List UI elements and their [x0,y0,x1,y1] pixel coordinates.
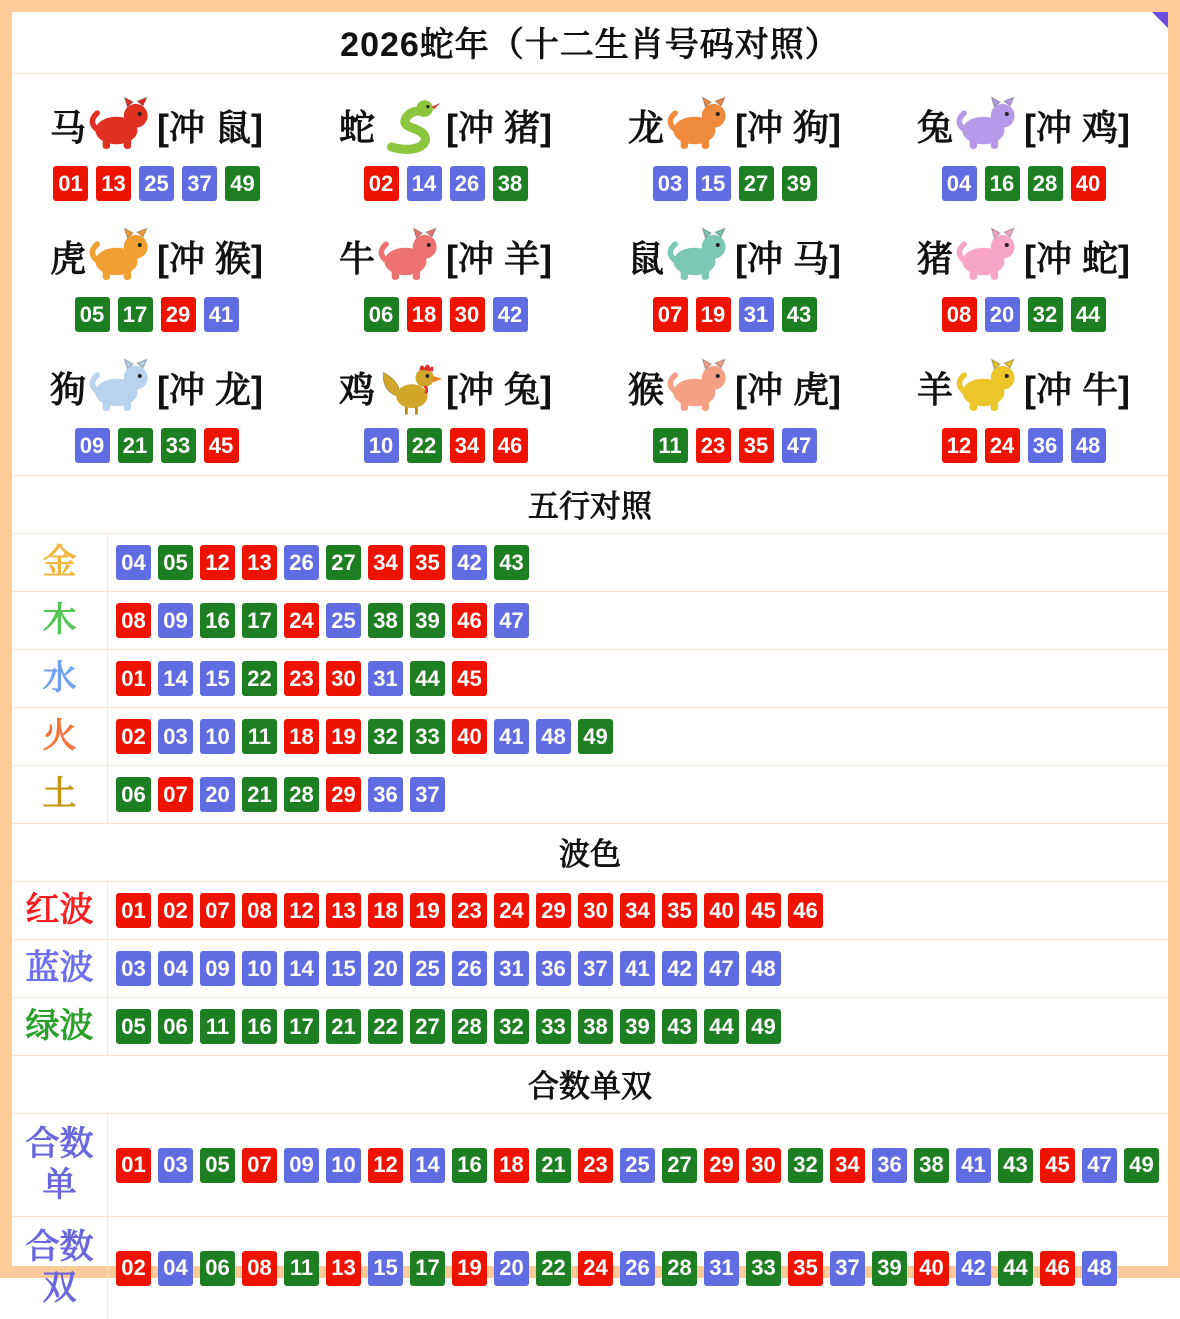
row-label: 火 [12,708,108,765]
ball-14: 14 [284,951,319,986]
zodiac-cell-dragon [590,82,879,213]
ball-49: 49 [746,1009,781,1044]
ball-02: 02 [116,719,151,754]
ball-22: 22 [536,1251,571,1286]
ball-01: 01 [116,661,151,696]
ball-35: 35 [662,893,697,928]
dragon-icon [666,94,732,156]
ball-16: 16 [242,1009,277,1044]
ball-16: 16 [985,166,1020,201]
ball-02: 02 [158,893,193,928]
corner-fold-icon [1152,12,1168,28]
ball-40: 40 [452,719,487,754]
zodiac-name: 蛇 [339,106,376,148]
section-row [12,1216,1168,1319]
ball-38: 38 [493,166,528,201]
ball-19: 19 [410,893,445,928]
ball-04: 04 [158,1251,193,1286]
ball-39: 39 [620,1009,655,1044]
ball-08: 08 [242,1251,277,1286]
ball-39: 39 [872,1251,907,1286]
ball-14: 14 [407,166,442,201]
ball-48: 48 [536,719,571,754]
ball-34: 34 [830,1148,865,1183]
row-label: 金 [12,534,108,591]
ball-21: 21 [536,1148,571,1183]
ball-47: 47 [1082,1148,1117,1183]
ball-10: 10 [364,428,399,463]
ball-26: 26 [450,166,485,201]
ball-24: 24 [985,428,1020,463]
row-label-line: 合数 [25,1125,94,1164]
ball-17: 17 [242,603,277,638]
ball-42: 42 [956,1251,991,1286]
ball-18: 18 [368,893,403,928]
clash-label: [冲 蛇] [1024,237,1130,279]
ball-17: 17 [284,1009,319,1044]
ball-26: 26 [284,545,319,580]
ball-38: 38 [368,603,403,638]
horse-icon [88,94,154,156]
ball-12: 12 [200,545,235,580]
ball-02: 02 [116,1251,151,1286]
ball-13: 13 [326,893,361,928]
row-label: 木 [12,592,108,649]
ball-22: 22 [368,1009,403,1044]
ball-08: 08 [242,893,277,928]
ball-45: 45 [746,893,781,928]
ball-47: 47 [704,951,739,986]
ball-45: 45 [452,661,487,696]
ball-23: 23 [578,1148,613,1183]
ball-27: 27 [326,545,361,580]
ball-21: 21 [326,1009,361,1044]
section-row [12,765,1168,823]
zodiac-name: 狗 [50,368,87,410]
row-label: 绿波 [12,998,108,1055]
row-label: 红波 [12,882,108,939]
ball-20: 20 [200,777,235,812]
ball-41: 41 [956,1148,991,1183]
ball-08: 08 [942,297,977,332]
section-row [12,997,1168,1055]
ball-20: 20 [985,297,1020,332]
rabbit-icon [955,94,1021,156]
ball-03: 03 [116,951,151,986]
ball-34: 34 [450,428,485,463]
ball-32: 32 [494,1009,529,1044]
ball-09: 09 [200,951,235,986]
ball-19: 19 [452,1251,487,1286]
ball-01: 01 [53,166,88,201]
ball-07: 07 [158,777,193,812]
ball-35: 35 [739,428,774,463]
row-label: 水 [12,650,108,707]
section-row [12,707,1168,765]
ball-15: 15 [368,1251,403,1286]
ball-05: 05 [158,545,193,580]
ball-17: 17 [118,297,153,332]
ball-31: 31 [494,951,529,986]
ball-30: 30 [326,661,361,696]
ball-19: 19 [326,719,361,754]
ball-30: 30 [450,297,485,332]
ball-20: 20 [494,1251,529,1286]
section-header: 合数单双 [12,1055,1168,1113]
zodiac-cell-goat [879,344,1168,475]
zodiac-cell-ox [301,213,590,344]
ball-32: 32 [1028,297,1063,332]
ball-46: 46 [452,603,487,638]
ball-07: 07 [200,893,235,928]
ball-46: 46 [493,428,528,463]
ball-33: 33 [746,1251,781,1286]
clash-label: [冲 虎] [735,368,841,410]
ball-23: 23 [696,428,731,463]
ball-11: 11 [653,428,688,463]
ball-39: 39 [782,166,817,201]
ball-29: 29 [536,893,571,928]
ball-36: 36 [536,951,571,986]
zodiac-cell-horse [12,82,301,213]
ball-37: 37 [182,166,217,201]
ball-44: 44 [998,1251,1033,1286]
ball-16: 16 [452,1148,487,1183]
rooster-icon [377,356,443,418]
zodiac-name: 龙 [628,106,665,148]
ball-06: 06 [200,1251,235,1286]
ball-40: 40 [914,1251,949,1286]
ball-10: 10 [326,1148,361,1183]
ball-01: 01 [116,893,151,928]
ball-13: 13 [326,1251,361,1286]
ball-04: 04 [942,166,977,201]
ball-15: 15 [326,951,361,986]
ball-15: 15 [200,661,235,696]
ball-49: 49 [225,166,260,201]
ball-26: 26 [620,1251,655,1286]
clash-label: [冲 猪] [446,106,552,148]
ball-43: 43 [494,545,529,580]
ball-43: 43 [782,297,817,332]
zodiac-cell-pig [879,213,1168,344]
zodiac-name: 虎 [50,237,87,279]
section-header: 波色 [12,823,1168,881]
ball-12: 12 [368,1148,403,1183]
ball-19: 19 [696,297,731,332]
ball-10: 10 [242,951,277,986]
zodiac-cell-tiger [12,213,301,344]
ball-48: 48 [746,951,781,986]
ball-21: 21 [118,428,153,463]
dog-icon [88,356,154,418]
ball-39: 39 [410,603,445,638]
ball-31: 31 [368,661,403,696]
ball-07: 07 [242,1148,277,1183]
ball-12: 12 [942,428,977,463]
ball-28: 28 [1028,166,1063,201]
zodiac-cell-monkey [590,344,879,475]
ball-14: 14 [410,1148,445,1183]
ball-44: 44 [704,1009,739,1044]
zodiac-name: 鼠 [628,237,665,279]
ball-38: 38 [578,1009,613,1044]
ball-35: 35 [788,1251,823,1286]
ball-37: 37 [410,777,445,812]
ball-03: 03 [653,166,688,201]
ball-47: 47 [782,428,817,463]
ball-43: 43 [662,1009,697,1044]
ball-33: 33 [161,428,196,463]
page-title: 2026蛇年（十二生肖号码对照） [12,12,1168,74]
ball-31: 31 [739,297,774,332]
ball-29: 29 [326,777,361,812]
ball-18: 18 [284,719,319,754]
ball-24: 24 [578,1251,613,1286]
ball-42: 42 [493,297,528,332]
clash-label: [冲 狗] [735,106,841,148]
ball-09: 09 [284,1148,319,1183]
section-row [12,939,1168,997]
ball-11: 11 [242,719,277,754]
zodiac-name: 马 [50,106,87,148]
ball-14: 14 [158,661,193,696]
zodiac-name: 牛 [339,237,376,279]
ball-07: 07 [653,297,688,332]
ball-28: 28 [284,777,319,812]
ball-09: 09 [158,603,193,638]
section-row [12,1113,1168,1216]
ball-04: 04 [158,951,193,986]
ball-38: 38 [914,1148,949,1183]
ball-32: 32 [368,719,403,754]
ball-45: 45 [204,428,239,463]
ball-26: 26 [452,951,487,986]
ball-40: 40 [1071,166,1106,201]
ball-46: 46 [1040,1251,1075,1286]
ball-21: 21 [242,777,277,812]
ball-05: 05 [75,297,110,332]
zodiac-name: 猴 [628,368,665,410]
ball-25: 25 [326,603,361,638]
ball-17: 17 [410,1251,445,1286]
ball-40: 40 [704,893,739,928]
tiger-icon [88,225,154,287]
clash-label: [冲 猴] [157,237,263,279]
section-header: 五行对照 [12,475,1168,533]
row-label: 土 [12,766,108,823]
rat-icon [666,225,732,287]
ball-10: 10 [200,719,235,754]
ball-34: 34 [368,545,403,580]
ball-16: 16 [200,603,235,638]
ball-13: 13 [242,545,277,580]
zodiac-cell-dog [12,344,301,475]
ball-11: 11 [284,1251,319,1286]
ball-48: 48 [1071,428,1106,463]
ball-11: 11 [200,1009,235,1044]
ball-03: 03 [158,1148,193,1183]
ball-23: 23 [452,893,487,928]
row-label-line: 双 [42,1269,77,1307]
clash-label: [冲 马] [735,237,841,279]
ball-23: 23 [284,661,319,696]
ball-04: 04 [116,545,151,580]
clash-label: [冲 鼠] [157,106,263,148]
ball-20: 20 [368,951,403,986]
ball-35: 35 [410,545,445,580]
ball-46: 46 [788,893,823,928]
ball-44: 44 [410,661,445,696]
ball-30: 30 [578,893,613,928]
ball-42: 42 [662,951,697,986]
ball-08: 08 [116,603,151,638]
zodiac-cell-snake [301,82,590,213]
row-label [12,1114,108,1216]
ball-44: 44 [1071,297,1106,332]
ball-24: 24 [494,893,529,928]
clash-label: [冲 兔] [446,368,552,410]
ball-13: 13 [96,166,131,201]
ball-22: 22 [407,428,442,463]
ball-12: 12 [284,893,319,928]
ball-31: 31 [704,1251,739,1286]
ball-05: 05 [200,1148,235,1183]
ball-36: 36 [872,1148,907,1183]
ball-47: 47 [494,603,529,638]
section-row [12,591,1168,649]
ball-27: 27 [410,1009,445,1044]
ball-02: 02 [364,166,399,201]
zodiac-name: 兔 [917,106,954,148]
ball-18: 18 [494,1148,529,1183]
ox-icon [377,225,443,287]
clash-label: [冲 龙] [157,368,263,410]
ball-01: 01 [116,1148,151,1183]
ball-36: 36 [1028,428,1063,463]
ball-32: 32 [788,1148,823,1183]
zodiac-cell-rat [590,213,879,344]
ball-28: 28 [662,1251,697,1286]
ball-05: 05 [116,1009,151,1044]
ball-36: 36 [368,777,403,812]
ball-34: 34 [620,893,655,928]
ball-25: 25 [410,951,445,986]
ball-06: 06 [116,777,151,812]
ball-41: 41 [620,951,655,986]
row-label [12,1217,108,1319]
ball-30: 30 [746,1148,781,1183]
ball-09: 09 [75,428,110,463]
ball-25: 25 [139,166,174,201]
clash-label: [冲 牛] [1024,368,1130,410]
section-row [12,881,1168,939]
zodiac-name: 鸡 [339,368,376,410]
ball-18: 18 [407,297,442,332]
ball-45: 45 [1040,1148,1075,1183]
ball-22: 22 [242,661,277,696]
snake-icon [377,94,443,156]
ball-43: 43 [998,1148,1033,1183]
ball-29: 29 [704,1148,739,1183]
row-label: 蓝波 [12,940,108,997]
ball-25: 25 [620,1148,655,1183]
ball-33: 33 [410,719,445,754]
ball-48: 48 [1082,1251,1117,1286]
section-row [12,649,1168,707]
sections [12,475,1168,1319]
ball-24: 24 [284,603,319,638]
zodiac-cell-rabbit [879,82,1168,213]
ball-15: 15 [696,166,731,201]
zodiac-name: 羊 [917,368,954,410]
zodiac-name: 猪 [917,237,954,279]
clash-label: [冲 羊] [446,237,552,279]
section-row [12,533,1168,591]
ball-41: 41 [494,719,529,754]
ball-27: 27 [662,1148,697,1183]
row-label-line: 单 [42,1166,77,1204]
goat-icon [955,356,1021,418]
zodiac-cell-rooster [301,344,590,475]
ball-49: 49 [1124,1148,1159,1183]
ball-42: 42 [452,545,487,580]
monkey-icon [666,356,732,418]
ball-03: 03 [158,719,193,754]
ball-41: 41 [204,297,239,332]
ball-06: 06 [364,297,399,332]
ball-06: 06 [158,1009,193,1044]
clash-label: [冲 鸡] [1024,106,1130,148]
ball-29: 29 [161,297,196,332]
row-label-line: 合数 [25,1228,94,1267]
ball-37: 37 [830,1251,865,1286]
zodiac-grid [12,74,1168,475]
pig-icon [955,225,1021,287]
ball-33: 33 [536,1009,571,1044]
ball-49: 49 [578,719,613,754]
ball-28: 28 [452,1009,487,1044]
ball-27: 27 [739,166,774,201]
ball-37: 37 [578,951,613,986]
